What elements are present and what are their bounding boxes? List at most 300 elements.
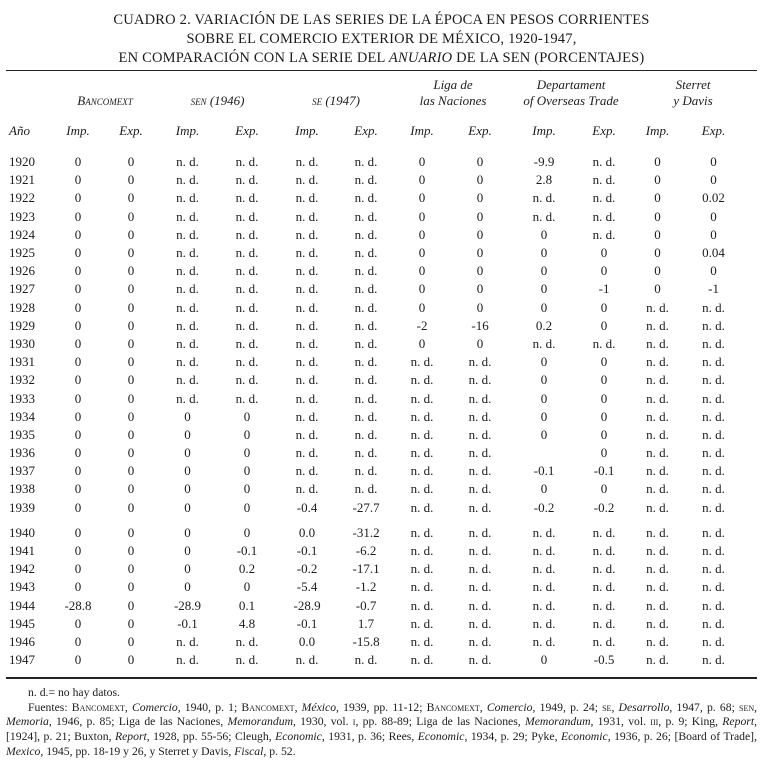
year-cell: 1946 <box>9 633 35 649</box>
value-cell: n. d. <box>702 481 725 497</box>
value-cell: n. d. <box>354 372 378 388</box>
value-cell: 1.7 <box>357 615 375 631</box>
col-header-exp: Exp. <box>468 123 492 138</box>
value-cell: -5.4 <box>296 579 318 595</box>
value-cell: n. d. <box>702 426 725 442</box>
text-segment: , 1940, p. 1; <box>177 700 242 714</box>
value-cell: 0 <box>127 245 135 261</box>
value-cell: n. d. <box>410 426 434 442</box>
value-cell: n. d. <box>295 354 319 370</box>
year-group-spacer <box>8 71 52 109</box>
value-cell: 0 <box>710 226 717 242</box>
value-cell: -0.4 <box>296 499 318 515</box>
value-cell: n. d. <box>354 463 378 479</box>
value-cell: 0 <box>127 579 135 595</box>
value-cell: 0 <box>127 372 135 388</box>
year-cell: 1920 <box>9 154 35 170</box>
value-cell: n. d. <box>468 579 492 595</box>
value-cell: n. d. <box>410 354 434 370</box>
value-cell: n. d. <box>295 408 319 424</box>
value-cell: n. d. <box>235 317 259 333</box>
value-cell: n. d. <box>646 354 669 370</box>
value-cell: -0.1 <box>296 543 318 559</box>
text-segment: , <box>611 700 619 714</box>
text-segment: , p. 9; King, <box>658 715 723 729</box>
value-cell: 0 <box>184 408 191 424</box>
value-cell: n. d. <box>295 154 319 170</box>
value-cell: n. d. <box>702 579 725 595</box>
value-cell: n. d. <box>176 390 199 406</box>
value-cell: n. d. <box>702 543 725 559</box>
value-cell: 0 <box>654 154 661 170</box>
text-segment: Memoria <box>6 715 49 729</box>
value-cell: n. d. <box>410 390 434 406</box>
value-cell: 0 <box>127 597 135 613</box>
value-cell: n. d. <box>176 317 199 333</box>
value-cell: n. d. <box>295 481 319 497</box>
value-cell: n. d. <box>468 354 492 370</box>
value-cell: 0 <box>476 263 484 279</box>
value-cell: n. d. <box>592 615 616 631</box>
value-cell: 0 <box>74 561 82 577</box>
text-segment: , 1945, pp. 18-19 y 26, y Sterret y Davis, <box>40 744 235 758</box>
value-cell: n. d. <box>354 652 378 668</box>
value-cell: n. d. <box>354 226 378 242</box>
value-cell: 0 <box>600 481 608 497</box>
text-segment: , 1934, p. 29; Pyke, <box>464 730 561 744</box>
value-cell: 0 <box>710 263 717 279</box>
table-title <box>0 11 763 68</box>
year-cell: 1939 <box>9 499 35 515</box>
text-segment: Report <box>114 730 147 744</box>
value-cell: n. d. <box>176 190 199 206</box>
value-cell: n. d. <box>592 633 616 649</box>
col-header-imp: Imp. <box>532 123 556 138</box>
value-cell: n. d. <box>235 154 259 170</box>
value-cell: -9.9 <box>533 154 555 170</box>
table-row <box>8 208 755 226</box>
value-cell: -27.7 <box>352 499 380 515</box>
text-segment: , pp. 88-89; Liga de las Naciones, <box>355 715 525 729</box>
value-cell: n. d. <box>702 597 725 613</box>
value-cell: -0.1 <box>533 463 555 479</box>
col-header-imp: Imp. <box>175 123 200 138</box>
value-cell: 0 <box>127 317 135 333</box>
value-cell: 0 <box>418 208 426 224</box>
year-column-header: Año <box>9 123 30 138</box>
value-cell: -0.2 <box>533 499 555 515</box>
value-cell: n. d. <box>646 579 669 595</box>
year-cell: 1934 <box>9 408 35 424</box>
value-cell: 0 <box>184 426 191 442</box>
text-segment: , 1930, vol. <box>293 715 353 729</box>
year-cell: 1944 <box>9 597 35 613</box>
value-cell: 0 <box>127 652 135 668</box>
table-row <box>8 408 755 426</box>
text-segment: i <box>352 715 356 729</box>
value-cell: 0 <box>540 263 548 279</box>
value-cell: n. d. <box>354 208 378 224</box>
value-cell: 0 <box>476 154 484 170</box>
value-cell: -0.5 <box>593 652 615 668</box>
value-cell: 0 <box>74 463 82 479</box>
value-cell: 0 <box>600 354 608 370</box>
value-cell: n. d. <box>235 281 259 297</box>
value-cell: n. d. <box>468 390 492 406</box>
value-cell: 0 <box>476 208 484 224</box>
text-segment: Fiscal <box>234 744 264 758</box>
text-segment: ANUARIO <box>388 50 453 66</box>
value-cell: n. d. <box>468 463 492 479</box>
text-segment: Fuentes: <box>28 700 72 714</box>
value-cell: -0.1 <box>177 615 198 631</box>
value-cell: 0 <box>127 263 135 279</box>
value-cell: n. d. <box>702 633 725 649</box>
value-cell: n. d. <box>468 524 492 540</box>
value-cell: 0 <box>654 226 661 242</box>
value-cell: n. d. <box>295 172 319 188</box>
table-row <box>8 444 755 462</box>
text-segment: México <box>301 700 337 714</box>
value-cell: n. d. <box>410 633 434 649</box>
value-cell: 0 <box>74 299 82 315</box>
value-cell: n. d. <box>532 615 556 631</box>
data-table <box>8 71 755 669</box>
value-cell: n. d. <box>410 615 434 631</box>
value-cell: n. d. <box>354 154 378 170</box>
value-cell: 0.02 <box>702 190 725 206</box>
value-cell: 0 <box>710 172 717 188</box>
value-cell: 0 <box>654 281 661 297</box>
value-cell: n. d. <box>646 652 669 668</box>
value-cell: n. d. <box>410 445 434 461</box>
value-cell: 0 <box>600 317 608 333</box>
group-header-bottom-line: y Davis <box>673 93 713 108</box>
value-cell: 0 <box>127 615 135 631</box>
value-cell: n. d. <box>646 299 669 315</box>
value-cell: 4.8 <box>238 615 256 631</box>
value-cell: n. d. <box>646 317 669 333</box>
value-cell: n. d. <box>702 463 725 479</box>
value-cell: 0 <box>74 390 82 406</box>
text-segment: , p. 52. <box>263 744 296 758</box>
value-cell: n. d. <box>176 245 199 261</box>
value-cell: 0 <box>127 633 135 649</box>
value-cell: 0 <box>127 408 135 424</box>
value-cell: 0 <box>600 263 608 279</box>
value-cell: n. d. <box>235 354 259 370</box>
value-cell: n. d. <box>646 524 669 540</box>
value-cell: n. d. <box>592 597 616 613</box>
year-cell: 1927 <box>9 281 35 297</box>
group-header-sen-1946 <box>158 71 277 109</box>
value-cell: -28.9 <box>173 597 202 613</box>
group-header-bottom-line: sen (1946) <box>190 93 245 108</box>
text-segment: Bancomext <box>241 700 295 714</box>
value-cell: 0 <box>74 226 82 242</box>
value-cell: n. d. <box>592 561 616 577</box>
value-cell: n. d. <box>235 226 259 242</box>
value-cell: n. d. <box>176 354 199 370</box>
value-cell: 0 <box>74 335 82 351</box>
value-cell: n. d. <box>592 172 616 188</box>
value-cell: n. d. <box>354 390 378 406</box>
text-segment: , 1949, p. 24; <box>532 700 603 714</box>
table-row <box>8 299 755 317</box>
value-cell: n. d. <box>468 633 492 649</box>
table-row <box>8 480 755 498</box>
value-cell: 0 <box>540 408 548 424</box>
value-cell: n. d. <box>410 543 434 559</box>
value-cell: 0 <box>127 499 135 515</box>
value-cell: 0 <box>184 499 191 515</box>
value-cell: 0 <box>654 208 661 224</box>
table-header <box>8 71 755 141</box>
text-segment: Economic <box>417 730 465 744</box>
value-cell: n. d. <box>295 245 319 261</box>
value-cell: n. d. <box>532 335 556 351</box>
col-header-exp: Exp. <box>592 123 616 138</box>
value-cell: 0 <box>74 481 82 497</box>
table-row <box>8 560 755 578</box>
value-cell: -28.8 <box>64 597 92 613</box>
value-cell: n. d. <box>646 481 669 497</box>
value-cell: 0 <box>184 481 191 497</box>
value-cell: n. d. <box>295 463 319 479</box>
value-cell: 0 <box>243 524 251 540</box>
value-cell: -1 <box>598 281 610 297</box>
value-cell: 0 <box>74 172 82 188</box>
value-cell: 0 <box>127 208 135 224</box>
value-cell: -0.2 <box>296 561 318 577</box>
value-cell: 0 <box>74 615 82 631</box>
text-segment: Economic <box>560 730 608 744</box>
text-segment: Report <box>722 715 755 729</box>
value-cell: n. d. <box>646 499 669 515</box>
value-cell: 0 <box>127 390 135 406</box>
value-cell: n. d. <box>354 263 378 279</box>
value-cell: n. d. <box>295 317 319 333</box>
text-segment: Mexico <box>6 744 41 758</box>
value-cell: n. d. <box>702 354 725 370</box>
value-cell: n. d. <box>468 597 492 613</box>
value-cell: 0 <box>74 372 82 388</box>
value-cell: 0 <box>74 281 82 297</box>
value-cell: n. d. <box>592 524 616 540</box>
table-row <box>8 371 755 389</box>
value-cell: 0 <box>418 245 426 261</box>
year-cell: 1945 <box>9 615 35 631</box>
table-row <box>8 389 755 407</box>
value-cell: 0 <box>600 426 608 442</box>
bottom-rule <box>6 677 757 679</box>
value-cell: n. d. <box>295 190 319 206</box>
table-row <box>8 244 755 262</box>
group-header-top-line: Sterret <box>675 77 711 92</box>
year-cell: 1941 <box>9 543 35 559</box>
value-cell: 0 <box>540 390 548 406</box>
value-cell: n. d. <box>354 426 378 442</box>
title-line-3 <box>0 49 763 68</box>
value-cell: n. d. <box>702 390 725 406</box>
value-cell: n. d. <box>295 208 319 224</box>
value-cell: n. d. <box>354 481 378 497</box>
value-cell: 0 <box>127 299 135 315</box>
value-cell: n. d. <box>532 208 556 224</box>
text-segment: Desarrollo <box>618 700 670 714</box>
text-segment: Bancomext <box>71 700 125 714</box>
value-cell: 0 <box>476 172 484 188</box>
value-cell: n. d. <box>592 226 616 242</box>
value-cell: 0 <box>418 299 426 315</box>
value-cell: n. d. <box>176 335 199 351</box>
text-segment: , 1928, pp. 55-56; Cleugh, <box>146 730 276 744</box>
text-segment: iii <box>650 715 659 729</box>
value-cell: n. d. <box>646 543 669 559</box>
value-cell: n. d. <box>235 190 259 206</box>
group-header-sterret-davis <box>631 71 755 109</box>
value-cell: -15.8 <box>352 633 380 649</box>
value-cell: 0 <box>600 390 608 406</box>
table-row <box>8 651 755 669</box>
table-row <box>8 171 755 189</box>
table-row <box>8 578 755 596</box>
value-cell: n. d. <box>702 524 725 540</box>
sources-note <box>6 701 757 759</box>
value-cell: -0.1 <box>296 615 318 631</box>
notes-block <box>6 686 757 759</box>
value-cell: 0 <box>418 172 426 188</box>
value-cell: n. d. <box>646 615 669 631</box>
value-cell: 0 <box>127 543 135 559</box>
col-header-exp: Exp. <box>354 123 378 138</box>
value-cell: 0 <box>540 354 548 370</box>
value-cell: n. d. <box>235 263 259 279</box>
group-header-overseas-trade <box>511 71 631 109</box>
group-header-bottom-line: las Naciones <box>419 93 487 108</box>
value-cell: 0 <box>127 426 135 442</box>
value-cell: 0 <box>243 579 251 595</box>
value-cell: n. d. <box>468 615 492 631</box>
col-header-imp: Imp. <box>295 123 319 138</box>
value-cell: 0 <box>127 463 135 479</box>
value-cell: n. d. <box>354 281 378 297</box>
value-cell: 0 <box>184 561 191 577</box>
value-cell: n. d. <box>532 190 556 206</box>
value-cell: 0 <box>476 299 484 315</box>
value-cell: n. d. <box>702 652 725 668</box>
value-cell: n. d. <box>646 408 669 424</box>
table-row <box>8 141 755 171</box>
value-cell: n. d. <box>592 543 616 559</box>
text-segment: Comercio <box>132 700 178 714</box>
year-cell: 1936 <box>9 445 35 461</box>
year-cell: 1943 <box>9 579 35 595</box>
group-header-top-line <box>158 77 277 93</box>
value-cell: 0 <box>654 172 661 188</box>
value-cell: 0 <box>127 172 135 188</box>
text-segment: , 1939, pp. 11-12; <box>336 700 427 714</box>
value-cell: n. d. <box>235 372 259 388</box>
value-cell: n. d. <box>468 445 492 461</box>
year-cell: 1924 <box>9 226 35 242</box>
value-cell: 0 <box>600 408 608 424</box>
value-cell: n. d. <box>354 317 378 333</box>
value-cell: 0.0 <box>298 633 316 649</box>
value-cell: n. d. <box>468 408 492 424</box>
group-header-top-line: Departament <box>536 77 606 92</box>
value-cell: -31.2 <box>352 524 380 540</box>
value-cell: n. d. <box>235 390 259 406</box>
value-cell: n. d. <box>235 633 259 649</box>
value-cell: n. d. <box>532 561 556 577</box>
value-cell: 0.1 <box>238 597 256 613</box>
value-cell: 0 <box>243 445 251 461</box>
value-cell: -0.7 <box>355 597 377 613</box>
value-cell: n. d. <box>410 408 434 424</box>
value-cell: 0 <box>74 543 82 559</box>
value-cell: 0 <box>127 561 135 577</box>
value-cell: 0 <box>600 372 608 388</box>
value-cell: 0 <box>74 445 82 461</box>
value-cell: 0 <box>418 263 426 279</box>
year-cell: 1922 <box>9 190 35 206</box>
value-cell: 0.2 <box>535 317 553 333</box>
value-cell: 0 <box>710 154 717 170</box>
value-cell: 0 <box>600 245 608 261</box>
value-cell: n. d. <box>410 652 434 668</box>
value-cell: 0 <box>476 281 484 297</box>
text-segment: sen <box>739 700 755 714</box>
value-cell: n. d. <box>295 226 319 242</box>
value-cell: 0 <box>127 524 135 540</box>
text-segment: DE LA SEN (PORCENTAJES) <box>452 50 645 66</box>
group-header-bancomext <box>52 71 158 109</box>
value-cell: -6.2 <box>355 543 377 559</box>
value-cell: 0.04 <box>702 245 725 261</box>
value-cell: n. d. <box>646 463 669 479</box>
value-cell: 0 <box>74 633 82 649</box>
text-segment: CUADRO 2. VARIACIÓN DE LAS SERIES DE LA ÉPOCA EN PESOS CORRIENTES <box>113 12 650 28</box>
value-cell: n. d. <box>410 597 434 613</box>
value-cell: n. d. <box>702 317 725 333</box>
text-segment: Memorandum <box>524 715 591 729</box>
table-row <box>8 462 755 480</box>
value-cell: n. d. <box>354 299 378 315</box>
year-cell: 1931 <box>9 354 35 370</box>
value-cell: 0 <box>540 299 548 315</box>
value-cell: 0 <box>127 281 135 297</box>
table-row <box>8 426 755 444</box>
value-cell: 0 <box>654 263 661 279</box>
year-cell: 1929 <box>9 317 35 333</box>
value-cell: 0 <box>540 426 548 442</box>
value-cell: n. d. <box>702 299 725 315</box>
value-cell: 0 <box>654 245 661 261</box>
text-segment: , 1947, p. 68; <box>669 700 739 714</box>
year-cell: 1928 <box>9 299 35 315</box>
text-segment: SOBRE EL COMERCIO EXTERIOR DE MÉXICO, 1920-1947, <box>186 31 577 47</box>
value-cell: 0 <box>243 408 251 424</box>
value-cell: n. d. <box>468 499 492 515</box>
value-cell: 0 <box>74 524 82 540</box>
value-cell: n. d. <box>646 372 669 388</box>
group-header-liga-naciones <box>395 71 511 109</box>
table-row <box>8 597 755 615</box>
value-cell: n. d. <box>176 154 199 170</box>
value-cell: n. d. <box>410 481 434 497</box>
value-cell: 0 <box>243 499 251 515</box>
